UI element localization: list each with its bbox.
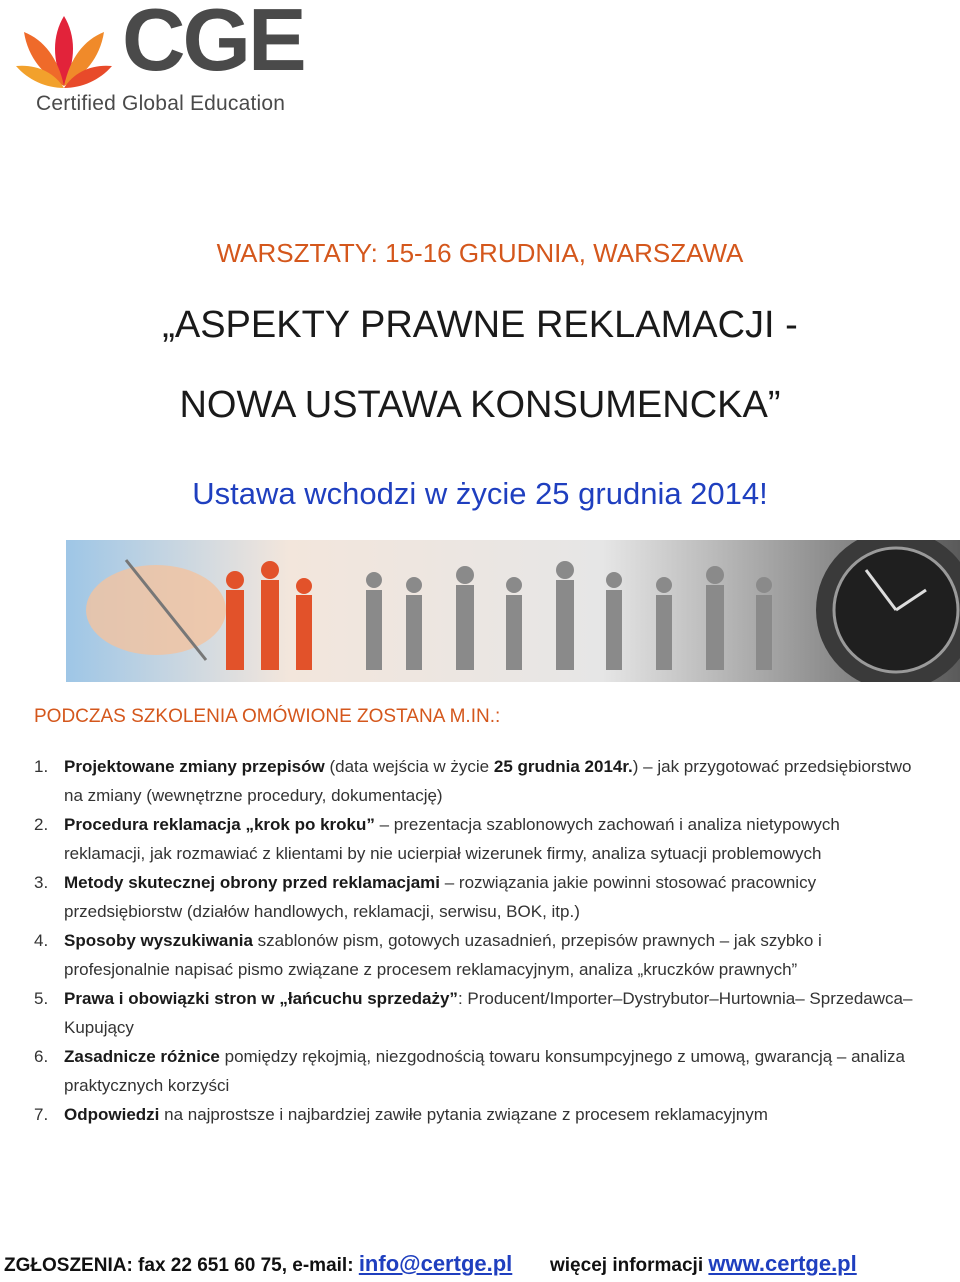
email-link[interactable]: info@certge.pl — [358, 1251, 513, 1276]
item-text: (data wejścia w życie — [324, 757, 494, 776]
item-text: na najprostsze i najbardziej zawiłe pytania związane z procesem reklamacyjnym — [159, 1105, 768, 1124]
more-info-label: więcej informacji — [550, 1255, 709, 1276]
business-people-banner — [66, 540, 960, 682]
lotus-flower-icon — [14, 8, 114, 98]
footer-contact — [4, 1251, 956, 1277]
registration-label: ZGŁOSZENIA: fax 22 651 60 75, e-mail: — [4, 1255, 359, 1276]
list-item — [34, 810, 914, 868]
item-text: – rozwiązania jakie powinni stosować pracownicy przedsiębiorstw (działów handlowych, reklamacji, serwisu, BOK, itp.) — [64, 873, 817, 921]
item-number: 7. — [34, 1105, 49, 1124]
item-number: 1. — [34, 757, 49, 776]
cge-logo — [14, 0, 304, 120]
item-number: 5. — [34, 989, 49, 1008]
title-line-2: NOWA USTAWA KONSUMENCKA” — [179, 384, 781, 426]
item-bold: Procedura reklamacja „krok po kroku” — [64, 815, 375, 834]
item-number: 3. — [34, 873, 49, 892]
item-bold: Odpowiedzi — [64, 1105, 160, 1124]
law-effective-subtitle: Ustawa wchodzi w życie 25 grudnia 2014! — [192, 476, 768, 511]
item-text: pomiędzy rękojmią, niezgodnością towaru konsumpcyjnego z umową, gwarancją – analiza praktycznych korzyści — [64, 1047, 905, 1095]
item-text: : Producent/Importer–Dystrybutor–Hurtownia– Sprzedawca–Kupujący — [64, 989, 913, 1037]
item-number: 6. — [34, 1047, 49, 1066]
logo-brand-text: CGE — [122, 0, 304, 89]
item-text-2: ) – jak przygotować przedsiębiorstwo na zmiany (wewnętrzne procedury, dokumentację) — [64, 757, 912, 805]
list-item — [34, 1042, 914, 1100]
title-line-1: „ASPEKTY PRAWNE REKLAMACJI - — [162, 304, 798, 346]
list-item — [34, 868, 914, 926]
list-item — [34, 752, 914, 810]
item-bold: Projektowane zmiany przepisów — [64, 757, 325, 776]
list-item — [34, 1100, 914, 1129]
item-bold: Sposoby wyszukiwania — [64, 931, 253, 950]
item-text: – prezentacja szablonowych zachowań i analiza nietypowych reklamacji, jak rozmawiać z klientami by nie ucierpiał wizerunek firmy, analiza sytuacji problemowych — [64, 815, 840, 863]
more-info — [550, 1251, 857, 1277]
logo-tagline: Certified Global Education — [36, 92, 286, 115]
item-number: 2. — [34, 815, 49, 834]
list-item — [34, 926, 914, 984]
item-text: szablonów pism, gotowych uzasadnień, przepisów prawnych – jak szybko i profesjonalnie napisać pismo związane z procesem reklamacyjnym, analiza „kruczków prawnych” — [64, 931, 822, 979]
banner-illustration — [66, 540, 960, 682]
item-bold: Zasadnicze różnice — [64, 1047, 220, 1066]
item-number: 4. — [34, 931, 49, 950]
event-date-location: WARSZTATY: 15-16 GRUDNIA, WARSZAWA — [216, 238, 744, 268]
item-bold: Metody skutecznej obrony przed reklamacjami — [64, 873, 441, 892]
section-title: PODCZAS SZKOLENIA OMÓWIONE ZOSTANA M.IN.: — [34, 706, 501, 727]
website-link[interactable]: www.certge.pl — [708, 1251, 857, 1276]
item-bold: Prawa i obowiązki stron w „łańcuchu sprzedaży” — [64, 989, 458, 1008]
list-item — [34, 984, 914, 1042]
item-bold-2: 25 grudnia 2014r. — [493, 757, 633, 776]
topics-list — [34, 752, 914, 1129]
